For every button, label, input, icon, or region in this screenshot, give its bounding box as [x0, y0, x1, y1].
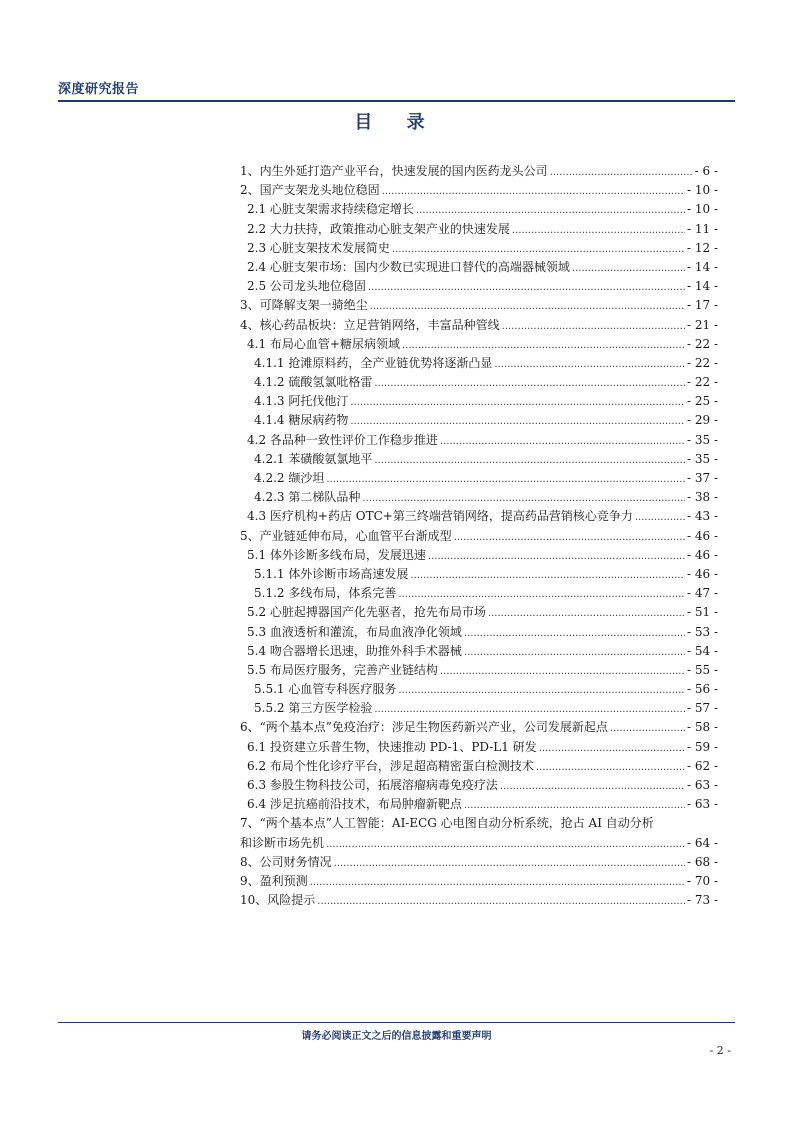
toc-entry-page: - 47 - [686, 586, 718, 601]
toc-entries [240, 162, 718, 814]
toc-entry-label: 4.1.2 硫酸氢氯吡格雷 [254, 375, 373, 390]
toc-entry-page: - 55 - [686, 662, 718, 677]
toc-entry-label: 9、盈利预测 [240, 873, 308, 888]
toc-entry-page: - 12 - [686, 240, 718, 255]
toc-entry[interactable] [240, 565, 718, 584]
toc-entry[interactable] [240, 239, 718, 258]
toc-leader-dots [398, 680, 685, 700]
toc-leader-dots [416, 200, 685, 220]
toc-entry-page: - 37 - [686, 471, 718, 485]
report-type-label: 深度研究报告 [58, 82, 140, 97]
toc-entry-7-continued[interactable] [240, 834, 718, 853]
toc-leader-dots [310, 872, 685, 892]
toc-entry[interactable] [240, 891, 718, 910]
toc-entry-page: - 22 - [686, 355, 718, 370]
toc-entry[interactable] [240, 603, 718, 622]
toc-entry[interactable] [240, 335, 718, 354]
toc-title: 目 录 [354, 112, 439, 133]
toc-entry-label: 4.2.1 苯磺酸氨氯地平 [254, 451, 373, 466]
toc-entry[interactable] [240, 642, 718, 661]
toc-entry[interactable] [240, 373, 718, 392]
toc-entry-label: 5.3 血液透析和灌流，布局血液净化领域 [247, 624, 462, 639]
toc-entry-label: 2.2 大力扶持，政策推动心脏支架产业的快速发展 [247, 221, 510, 236]
toc-entry-label: 2.3 心脏支架技术发展简史 [247, 240, 390, 255]
toc-entry[interactable] [240, 757, 718, 776]
toc-leader-dots [334, 853, 685, 873]
toc-entry-label: 5.2 心脏起搏器国产化先驱者，抢先布局市场 [247, 605, 486, 620]
toc-entry[interactable] [240, 162, 718, 181]
toc-entry-page: - 56 - [686, 682, 718, 697]
toc-entry[interactable] [240, 776, 718, 795]
toc-entry[interactable] [240, 316, 718, 335]
toc-entry-page: - 35 - [686, 451, 718, 466]
toc-leader-dots [572, 258, 685, 278]
toc-entry-label: 5.1.2 多线布局，体系完善 [254, 586, 397, 601]
toc-leader-dots [368, 277, 685, 297]
toc-entry-page: - 63 - [686, 797, 718, 812]
toc-entry-label: 5、产业链延伸布局，心血管平台渐成型 [240, 528, 452, 543]
toc-entry[interactable] [240, 584, 718, 603]
toc-leader-dots [464, 642, 685, 662]
toc-entry-label: 5.4 吻合器增长迅速，助推外科手术器械 [247, 643, 462, 658]
toc-entry-label: 4.1.4 糖尿病药物 [254, 413, 349, 428]
toc-entry-label: 和诊断市场先机 [240, 835, 325, 850]
toc-entry-page: - 21 - [686, 317, 718, 332]
toc-entry[interactable] [240, 699, 718, 718]
toc-leader-dots [374, 373, 685, 393]
toc-entry-label: 5.1.1 体外诊断市场高速发展 [254, 566, 409, 581]
toc-entry-page: - 53 - [686, 624, 718, 639]
toc-entry-page: - 14 - [686, 259, 718, 274]
toc-leader-dots [398, 584, 685, 604]
toc-leader-dots [350, 411, 685, 431]
toc-leader-dots [539, 738, 685, 758]
toc-entry-label: 4.2 各品种一致性评价工作稳步推进 [247, 432, 438, 447]
toc-entry-label: 1、内生外延打造产业平台，快速发展的国内医药龙头公司 [240, 164, 548, 178]
toc-entry-label: 6.4 涉足抗癌前沿技术，布局肿瘤新靶点 [247, 797, 462, 812]
toc-entry-page: - 51 - [686, 605, 718, 620]
toc-leader-dots [440, 661, 685, 681]
toc-entry[interactable] [240, 258, 718, 277]
toc-leader-dots [500, 776, 685, 796]
toc-entry[interactable] [240, 200, 718, 219]
toc-leader-dots [488, 603, 685, 623]
toc-entry-page: - 43 - [686, 509, 718, 524]
toc-entry-label: 2、国产支架龙头地位稳固 [240, 183, 380, 198]
toc-entry[interactable] [240, 181, 718, 200]
toc-entry-label: 6.1 投资建立乐普生物，快速推动 PD-1、PD-L1 研发 [247, 739, 537, 754]
toc-entry[interactable] [240, 680, 718, 699]
toc-entry-label: 4、核心药品板块：立足营销网络，丰富品种管线 [240, 317, 500, 332]
toc-entry[interactable] [240, 738, 718, 757]
toc-entry-page: - 46 - [686, 566, 718, 581]
toc-leader-dots [635, 507, 685, 527]
toc-entry-page: - 10 - [686, 202, 718, 217]
toc-leader-dots [428, 546, 685, 566]
toc-entry-page: - 58 - [686, 720, 718, 735]
toc-entry-page: - 68 - [686, 854, 718, 869]
toc-entry[interactable] [240, 392, 718, 411]
toc-entry-label: 4.1 布局心血管+糖尿病领域 [247, 336, 400, 351]
toc-entry-page: - 46 - [686, 528, 718, 543]
toc-leader-dots [440, 431, 685, 451]
toc-entry-page: - 14 - [686, 279, 718, 294]
toc-entry-label: 10、风险提示 [240, 893, 316, 908]
toc-entry-page: - 70 - [686, 873, 718, 888]
toc-leader-dots [512, 220, 685, 240]
toc-entry[interactable] [240, 872, 718, 891]
toc-entry-label: 4.2.3 第二梯队品种 [254, 490, 361, 505]
toc-entry-page: - 63 - [686, 778, 718, 792]
toc-entry-label: 6.2 布局个性化诊疗平台，涉足超高精密蛋白检测技术 [247, 758, 534, 773]
toc-entry-label: 6.3 参股生物科技公司，拓展溶瘤病毒免疫疗法 [247, 778, 498, 792]
toc-entry[interactable] [240, 488, 718, 507]
toc-entry[interactable] [240, 296, 718, 315]
page-number: - 2 - [709, 1044, 731, 1057]
footer-disclaimer: 请务必阅读正文之后的信息披露和重要声明 [301, 1031, 492, 1042]
toc-entry-7[interactable] [240, 814, 718, 833]
toc-entry-label: 2.5 公司龙头地位稳固 [247, 279, 366, 294]
toc-entry-label: 5.1 体外诊断多线布局，发展迅速 [247, 547, 426, 562]
toc-entry-page: - 22 - [686, 336, 718, 351]
toc-entry[interactable] [240, 431, 718, 450]
toc-leader-dots [402, 335, 685, 355]
toc-entry-page: - 35 - [686, 432, 718, 447]
toc-leader-dots [494, 354, 685, 374]
toc-entry-label: 5.5.2 第三方医学检验 [254, 701, 373, 716]
toc-leader-dots [350, 392, 685, 412]
toc-entry-page: - 57 - [686, 701, 718, 716]
toc-leader-dots [382, 181, 685, 201]
toc-entry-page: - 59 - [686, 739, 718, 754]
toc-entry[interactable] [240, 220, 718, 239]
toc-entry-label: 5.5 布局医疗服务，完善产业链结构 [247, 662, 438, 677]
toc-leader-dots [464, 795, 685, 815]
toc-leader-dots [550, 162, 693, 182]
toc-entry-label: 8、公司财务情况 [240, 854, 332, 869]
toc-entry[interactable] [240, 450, 718, 469]
toc-entry-label: 4.3 医疗机构+药店 OTC+第三终端营销网络，提高药品营销核心竞争力 [247, 509, 633, 524]
toc-entry-page: - 73 - [686, 893, 718, 908]
toc-entry-label: 4.2.2 缬沙坦 [254, 471, 325, 485]
toc-entry-page: - 11 - [686, 221, 718, 236]
toc-entry[interactable] [240, 527, 718, 546]
toc-entry-page: - 25 - [686, 394, 718, 409]
toc-leader-dots [374, 450, 685, 470]
toc-entry-page: - 64 - [686, 835, 718, 850]
toc-entry-page: - 62 - [686, 758, 718, 773]
toc-entry-label: 4.1.3 阿托伐他汀 [254, 394, 349, 409]
toc-leader-dots [326, 834, 685, 854]
toc-entry[interactable] [240, 507, 718, 526]
toc-entry[interactable] [240, 546, 718, 565]
toc-entry-page: - 38 - [686, 490, 718, 505]
toc-entry-page: - 17 - [686, 298, 718, 313]
toc-tail-entries [240, 853, 718, 911]
toc-entry-page: - 46 - [686, 547, 718, 562]
toc-leader-dots [454, 527, 685, 547]
toc-leader-dots [502, 316, 685, 336]
toc-entry-page: - 29 - [686, 413, 718, 428]
toc-leader-dots [392, 239, 685, 259]
toc-leader-dots [464, 623, 685, 643]
toc-leader-dots [317, 891, 685, 911]
toc-entry[interactable] [240, 623, 718, 642]
toc-entry-page: - 54 - [686, 643, 718, 658]
toc-entry[interactable] [240, 277, 718, 296]
toc-leader-dots [610, 718, 685, 738]
toc-leader-dots [370, 296, 685, 316]
toc-leader-dots [536, 757, 685, 777]
toc-leader-dots [374, 699, 685, 719]
toc-entry-label: 2.4 心脏支架市场：国内少数已实现进口替代的高端器械领域 [247, 259, 570, 274]
toc-entry-label: 7、“两个基本点”人工智能：AI-ECG 心电图自动分析系统，抢占 AI 自动分析 [240, 816, 654, 831]
toc-entry-label: 5.5.1 心血管专科医疗服务 [254, 682, 397, 697]
header-divider [58, 100, 735, 102]
toc-entry[interactable] [240, 853, 718, 872]
toc-entry[interactable] [240, 718, 718, 737]
toc-entry-label: 6、“两个基本点”免疫治疗：涉足生物医药新兴产业，公司发展新起点 [240, 720, 608, 735]
toc-leader-dots [410, 565, 685, 585]
toc-entry[interactable] [240, 354, 718, 373]
toc-entry[interactable] [240, 469, 718, 488]
toc-entry-page: - 10 - [686, 183, 718, 198]
toc-entry-label: 4.1.1 抢滩原料药，全产业链优势将逐渐凸显 [254, 355, 493, 370]
toc-leader-dots [326, 469, 685, 489]
toc-entry[interactable] [240, 661, 718, 680]
toc-entry[interactable] [240, 411, 718, 430]
footer-divider [58, 1022, 735, 1023]
table-of-contents [240, 162, 718, 910]
toc-leader-dots [362, 488, 685, 508]
toc-entry[interactable] [240, 795, 718, 814]
toc-entry-page: - 6 - [694, 164, 718, 178]
toc-entry-label: 2.1 心脏支架需求持续稳定增长 [247, 202, 414, 217]
toc-entry-label: 3、可降解支架一骑绝尘 [240, 298, 368, 313]
toc-entry-page: - 22 - [686, 375, 718, 390]
